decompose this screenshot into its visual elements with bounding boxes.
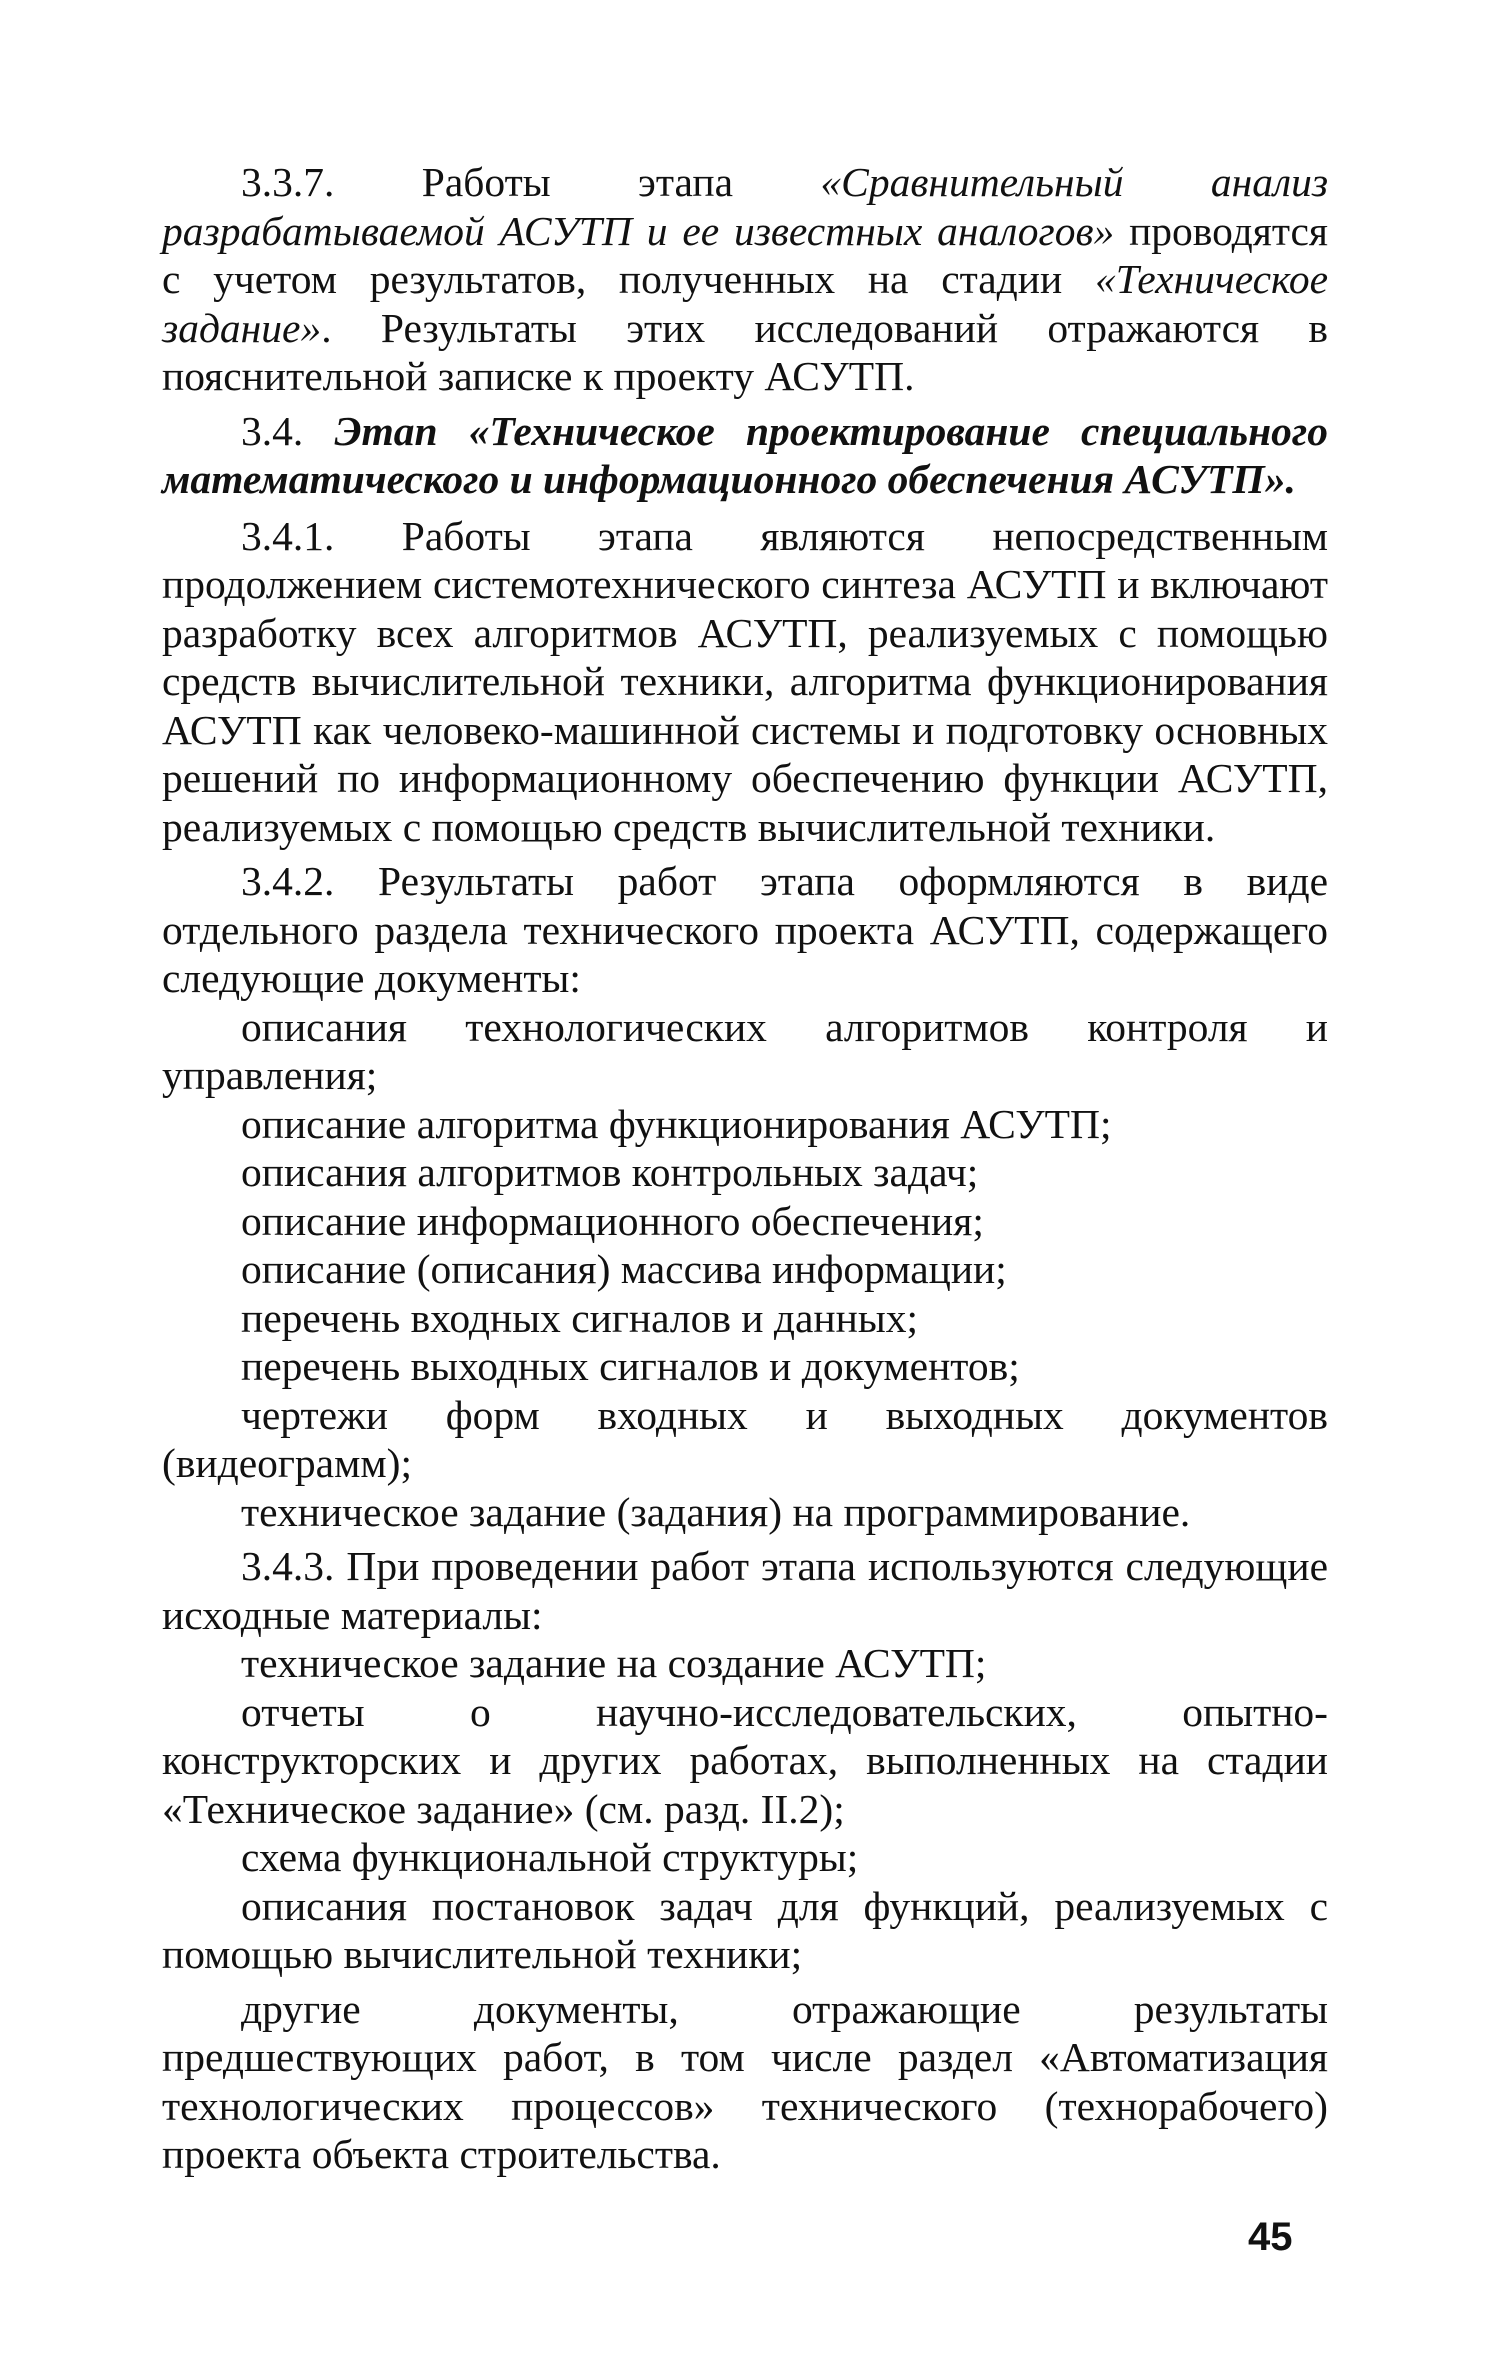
list-item: перечень выходных сигналов и документов; bbox=[241, 1343, 1020, 1389]
list-item: описания алгоритмов контрольных задач; bbox=[241, 1149, 979, 1195]
list-item: описание (описания) массива информации; bbox=[241, 1246, 1007, 1292]
list-item: чертежи форм входных и выходных документов (видеограмм); bbox=[162, 1391, 1328, 1486]
section-number: 3.4. bbox=[241, 407, 304, 454]
list-item: описания технологических алгоритмов контроля и управления; bbox=[162, 1003, 1328, 1098]
paragraph-3-4-1: 3.4.1. Работы этапа являются непосредственным продолжением системотехнического синтеза АСУТП и включают разработку всех алгоритмов АСУТП, реализуемых с помощью средств вычислительной техники, алгоритма функционирования АСУТП как человеко-машинной системы и подготовку основных решений по информационному обеспечению функции АСУТП, реализуемых с помощью средств вычислительной техники. bbox=[162, 512, 1328, 850]
section-title: Этап «Техническое проектирование специального математического и информационного обеспечения АСУТП». bbox=[162, 407, 1328, 502]
list-item: схема функциональной структуры; bbox=[241, 1834, 859, 1880]
text-run: . Результаты этих исследований отражаются в пояснительной записке к проекту АСУТП. bbox=[162, 304, 1328, 399]
list-item: описание алгоритма функционирования АСУТП; bbox=[241, 1100, 1112, 1147]
italic-stage-name: «Техническое задание» bbox=[162, 256, 1328, 351]
list-item: другие документы, отражающие результаты предшествующих работ, в том числе раздел «Автоматизация технологических процессов» технического (технорабочего) проекта объекта строительства. bbox=[162, 1985, 1328, 2177]
paragraph-3-4-2: 3.4.2. Результаты работ этапа оформляются в виде отдельного раздела технического проекта АСУТП, содержащего следующие документы: bbox=[162, 858, 1328, 1001]
list-item: техническое задание (задания) на программирование. bbox=[241, 1488, 1191, 1535]
paragraph-number: 3.3.7. bbox=[241, 159, 335, 205]
text-run: проводятся с учетом результатов, полученных на стадии bbox=[162, 207, 1328, 302]
section-heading-3-4 bbox=[162, 407, 1328, 504]
list-item: описания постановок задач для функций, реализуемых с помощью вычислительной техники; bbox=[162, 1882, 1328, 1977]
list-item: описание информационного обеспечения; bbox=[241, 1197, 984, 1244]
list-item: отчеты о научно-исследовательских, опытно-конструкторских и других работах, выполненных на стадии «Техническое задание» (см. разд. II.2); bbox=[162, 1688, 1328, 1832]
text-run: Работы этапа bbox=[334, 159, 821, 205]
paragraph-3-4-3: 3.4.3. При проведении работ этапа используются следующие исходные материалы: bbox=[162, 1543, 1328, 1638]
italic-title: «Сравнительный анализ разрабатываемой АСУТП и ее известных аналогов» bbox=[162, 159, 1329, 254]
list-item: техническое задание на создание АСУТП; bbox=[241, 1640, 987, 1686]
paragraph-3-3-7 bbox=[162, 158, 1328, 401]
list-item: перечень входных сигналов и данных; bbox=[241, 1294, 918, 1341]
page-number: 45 bbox=[1248, 2215, 1293, 2259]
page-text bbox=[162, 158, 1328, 2179]
